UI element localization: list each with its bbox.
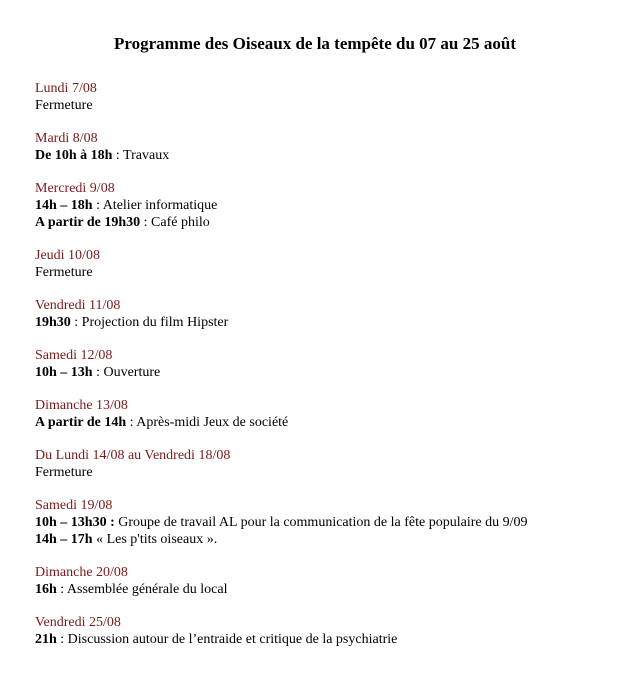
schedule-day (35, 614, 625, 648)
event-line (35, 147, 625, 164)
event-line (35, 464, 625, 481)
event-time: 10h – 13h30 : (35, 515, 115, 530)
event-description: Groupe de travail AL pour la communication de la fête populaire du 9/09 (114, 515, 528, 530)
event-time: 21h (35, 632, 57, 647)
event-description: : Café philo (140, 215, 210, 230)
event-time: 10h – 13h (35, 365, 93, 380)
event-line (35, 264, 625, 281)
event-description: : Après-midi Jeux de société (126, 415, 289, 430)
day-label: Samedi 19/08 (35, 498, 113, 513)
schedule-day (35, 297, 625, 331)
event-time: 16h (35, 582, 57, 597)
event-line (35, 364, 625, 381)
schedule-day (35, 497, 625, 548)
day-label: Du Lundi 14/08 au Vendredi 18/08 (35, 448, 231, 463)
event-description: Fermeture (35, 98, 93, 113)
event-description: « Les p'tits oiseaux ». (92, 532, 218, 547)
event-description: : Travaux (112, 148, 170, 163)
event-line (35, 314, 625, 331)
event-description: : Ouverture (92, 365, 161, 380)
day-label: Samedi 12/08 (35, 348, 113, 363)
event-time: 14h – 17h (35, 532, 93, 547)
event-line (35, 214, 625, 231)
page-title: Programme des Oiseaux de la tempête du 07 au 25 août (114, 34, 516, 53)
event-line (35, 631, 625, 648)
schedule-day (35, 130, 625, 164)
schedule-day (35, 397, 625, 431)
event-time: 19h30 (35, 315, 71, 330)
event-description: Fermeture (35, 465, 93, 480)
schedule-day (35, 180, 625, 231)
day-label: Jeudi 10/08 (35, 248, 100, 263)
day-label: Mercredi 9/08 (35, 181, 115, 196)
event-time: A partir de 19h30 (35, 215, 141, 230)
event-description: : Atelier informatique (92, 198, 218, 213)
schedule-day (35, 347, 625, 381)
day-label: Dimanche 20/08 (35, 565, 128, 580)
schedule-day (35, 564, 625, 598)
event-line (35, 531, 625, 548)
day-label: Vendredi 25/08 (35, 615, 121, 630)
event-line (35, 414, 625, 431)
day-label: Vendredi 11/08 (35, 298, 121, 313)
event-time: De 10h à 18h (35, 148, 113, 163)
schedule-day (35, 247, 625, 281)
event-description: : Discussion autour de l’entraide et critique de la psychiatrie (56, 632, 398, 647)
event-line (35, 197, 625, 214)
event-description: Fermeture (35, 265, 93, 280)
schedule-day (35, 80, 625, 114)
schedule-list (35, 80, 625, 664)
event-line (35, 97, 625, 114)
event-line (35, 581, 625, 598)
day-label: Lundi 7/08 (35, 81, 97, 96)
event-line (35, 514, 625, 531)
schedule-day (35, 447, 625, 481)
event-time: A partir de 14h (35, 415, 127, 430)
day-label: Dimanche 13/08 (35, 398, 128, 413)
event-description: : Projection du film Hipster (70, 315, 229, 330)
event-description: : Assemblée générale du local (56, 582, 228, 597)
day-label: Mardi 8/08 (35, 131, 98, 146)
event-time: 14h – 18h (35, 198, 93, 213)
